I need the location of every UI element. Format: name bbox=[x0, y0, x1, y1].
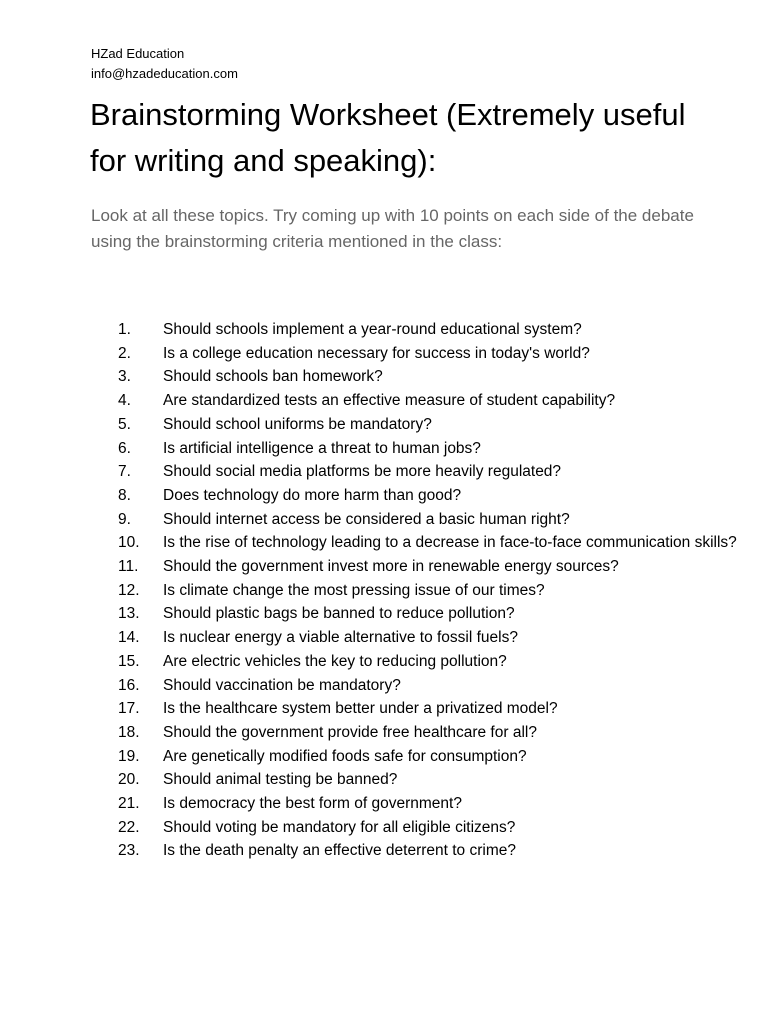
topic-number: 13. bbox=[118, 605, 140, 623]
topic-item bbox=[118, 531, 738, 555]
topic-text: Should social media platforms be more heavily regulated? bbox=[163, 463, 562, 481]
topic-text: Are standardized tests an effective measure of student capability? bbox=[163, 392, 616, 410]
contact-email: info@hzadeducation.com bbox=[91, 66, 238, 81]
topic-number: 11. bbox=[118, 558, 139, 576]
topic-text: Are genetically modified foods safe for consumption? bbox=[163, 747, 527, 765]
topic-item bbox=[118, 389, 738, 413]
topic-item bbox=[118, 626, 738, 650]
topic-item bbox=[118, 555, 738, 579]
topic-item bbox=[118, 745, 738, 769]
worksheet-instructions: Look at all these topics. Try coming up with 10 points on each side of the debate using the brainstorming criteria mentioned in the class: bbox=[91, 206, 694, 251]
topic-number: 12. bbox=[118, 581, 140, 599]
topic-number: 7. bbox=[118, 463, 131, 481]
topic-text: Is artificial intelligence a threat to human jobs? bbox=[163, 439, 481, 457]
topic-item bbox=[118, 768, 738, 792]
topic-number: 3. bbox=[118, 368, 131, 386]
organization-name: HZad Education bbox=[91, 46, 185, 61]
topic-item bbox=[118, 484, 738, 508]
topic-number: 2. bbox=[118, 344, 131, 362]
document-header bbox=[91, 44, 238, 84]
topic-number: 9. bbox=[118, 510, 131, 528]
topic-item bbox=[118, 413, 738, 437]
topic-item bbox=[118, 839, 738, 863]
topic-text: Should the government provide free healthcare for all? bbox=[163, 723, 537, 741]
topic-number: 15. bbox=[118, 652, 140, 670]
topic-item bbox=[118, 816, 738, 840]
topic-number: 4. bbox=[118, 392, 131, 410]
topic-text: Should voting be mandatory for all eligible citizens? bbox=[163, 818, 516, 836]
topic-number: 10. bbox=[118, 534, 140, 552]
topic-number: 1. bbox=[118, 321, 131, 338]
topic-text: Should animal testing be banned? bbox=[163, 771, 398, 789]
topic-item bbox=[118, 650, 738, 674]
topic-text: Should vaccination be mandatory? bbox=[163, 676, 401, 694]
topic-text: Is democracy the best form of government? bbox=[163, 795, 462, 813]
topic-text: Is a college education necessary for success in today's world? bbox=[163, 344, 590, 362]
topic-item bbox=[118, 460, 738, 484]
topic-text: Is the death penalty an effective deterrent to crime? bbox=[163, 842, 516, 860]
topic-text: Is nuclear energy a viable alternative to fossil fuels? bbox=[163, 629, 518, 647]
topic-number: 16. bbox=[118, 676, 140, 694]
topic-text: Should schools implement a year-round educational system? bbox=[163, 321, 582, 338]
topic-number: 17. bbox=[118, 700, 140, 718]
topic-text: Are electric vehicles the key to reducing pollution? bbox=[163, 652, 507, 670]
topic-item bbox=[118, 602, 738, 626]
topic-text: Should the government invest more in renewable energy sources? bbox=[163, 558, 619, 576]
topic-text: Is the rise of technology leading to a decrease in face-to-face communication skills? bbox=[163, 534, 737, 552]
worksheet-title: Brainstorming Worksheet (Extremely useful for writing and speaking): bbox=[90, 97, 686, 178]
topic-item bbox=[118, 508, 738, 532]
topic-text: Should plastic bags be banned to reduce pollution? bbox=[163, 605, 515, 623]
topic-item bbox=[118, 365, 738, 389]
topics-list bbox=[118, 318, 738, 863]
topic-text: Is climate change the most pressing issue of our times? bbox=[163, 581, 545, 599]
topic-item bbox=[118, 721, 738, 745]
topic-item bbox=[118, 342, 738, 366]
topic-item bbox=[118, 674, 738, 698]
topic-text: Does technology do more harm than good? bbox=[163, 486, 462, 504]
topic-number: 18. bbox=[118, 723, 140, 741]
topic-number: 20. bbox=[118, 771, 140, 789]
topic-text: Is the healthcare system better under a privatized model? bbox=[163, 700, 558, 718]
topic-text: Should school uniforms be mandatory? bbox=[163, 415, 432, 433]
topic-item bbox=[118, 579, 738, 603]
topic-number: 19. bbox=[118, 747, 140, 765]
topic-number: 6. bbox=[118, 439, 131, 457]
topic-text: Should schools ban homework? bbox=[163, 368, 383, 386]
topic-number: 23. bbox=[118, 842, 140, 860]
topic-item bbox=[118, 318, 738, 342]
topic-number: 22. bbox=[118, 818, 140, 836]
topic-number: 21. bbox=[118, 795, 140, 813]
topic-number: 8. bbox=[118, 486, 131, 504]
topic-text: Should internet access be considered a basic human right? bbox=[163, 510, 570, 528]
topic-item bbox=[118, 792, 738, 816]
topic-item bbox=[118, 697, 738, 721]
topic-item bbox=[118, 437, 738, 461]
topic-number: 5. bbox=[118, 415, 131, 433]
topic-number: 14. bbox=[118, 629, 140, 647]
